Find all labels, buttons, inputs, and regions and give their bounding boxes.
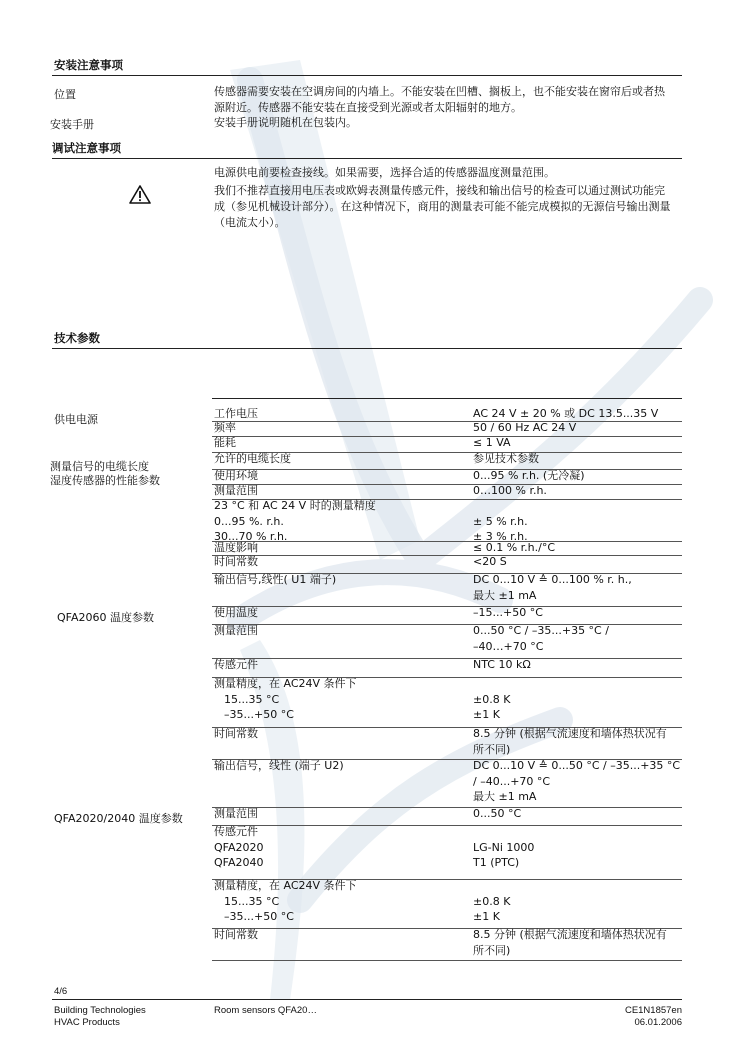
spec-value: <20 S xyxy=(473,555,507,568)
spec-param: 15...35 °C xyxy=(224,692,280,706)
spec-row-divider xyxy=(212,421,682,422)
spec-row-divider xyxy=(212,436,682,437)
footer-doc-title: Room sensors QFA20… xyxy=(214,1005,317,1016)
warning-triangle-icon xyxy=(129,185,151,204)
spec-row-divider xyxy=(212,484,682,485)
spec-value: 0…100 % r.h. xyxy=(473,484,547,497)
spec-param: 传感元件 xyxy=(214,825,258,838)
commission-line1: 电源供电前要检查接线。如果需要，选择合适的传感器温度测量范围。 xyxy=(214,166,555,179)
commission-heading: 调试注意事项 xyxy=(52,141,121,155)
manual-text: 安装手册说明随机在包装内。 xyxy=(214,116,357,129)
spec-param: QFA2020 xyxy=(214,840,264,854)
spec-row-divider xyxy=(212,960,682,961)
position-label: 位置 xyxy=(54,88,76,101)
spec-row-divider xyxy=(212,606,682,607)
spec-value: ± 5 % r.h. xyxy=(473,514,528,528)
spec-param: 频率 xyxy=(214,421,236,434)
spec-row-divider xyxy=(212,555,682,556)
footer-company: Building Technologies xyxy=(54,1005,146,1016)
commission-line2: 我们不推荐直接用电压表或欧姆表测量传感元件，接线和输出信号的检查可以通过测试功能完成（参见机械设计部分）。在这种情况下，商用的测量表可能不能完成模拟的无源信号输出测量（电流太小）。 xyxy=(214,184,671,229)
spec-param: 30...70 % r.h. xyxy=(214,530,288,543)
spec-value: NTC 10 kΩ xyxy=(473,658,531,671)
tech-heading: 技术参数 xyxy=(54,331,100,345)
spec-value: ±1 K xyxy=(473,910,500,923)
spec-param: 时间常数 xyxy=(214,928,258,941)
spec-param: 时间常数 xyxy=(214,727,258,740)
position-text: 传感器需要安装在空调房间的内墙上。不能安装在凹槽、搁板上，也不能安装在窗帘后或者热源附近。传感器不能安装在直接受到光源或者太阳辐射的地方。 xyxy=(214,85,665,114)
spec-value: 8.5 分钟 (根据气流速度和墙体热状况有 xyxy=(473,928,667,941)
page-number: 4/6 xyxy=(54,986,68,997)
section-cable: 测量信号的电缆长度 xyxy=(50,460,149,473)
spec-value: 0...95 % r.h. (无冷凝) xyxy=(473,469,585,482)
spec-param: 测量范围 xyxy=(214,484,258,497)
spec-param: 允许的电缆长度 xyxy=(214,452,291,465)
spec-value: AC 24 V ± 20 % 或 DC 13.5...35 V xyxy=(473,407,659,420)
spec-param: 能耗 xyxy=(214,436,236,449)
spec-param: 时间常数 xyxy=(214,555,258,568)
spec-value: –15...+50 °C xyxy=(473,606,543,619)
install-heading-rule xyxy=(52,75,682,76)
spec-param: 使用温度 xyxy=(214,606,258,619)
spec-param: 测量精度，在 AC24V 条件下 xyxy=(214,879,357,892)
spec-value: 最大 ±1 mA xyxy=(473,588,537,602)
spec-value: ≤ 0.1 % r.h./°C xyxy=(473,541,556,554)
spec-param: 23 °C 和 AC 24 V 时的测量精度 xyxy=(214,499,376,512)
spec-row-divider xyxy=(212,469,682,470)
spec-param: 0...95 %. r.h. xyxy=(214,514,284,528)
section-qfa2060: QFA2060 温度参数 xyxy=(57,611,154,624)
spec-param: 输出信号，线性 (端子 U2) xyxy=(214,759,344,772)
spec-value: T1 (PTC) xyxy=(473,856,520,869)
spec-param: 测量精度，在 AC24V 条件下 xyxy=(214,677,357,690)
section-power: 供电电源 xyxy=(54,413,98,426)
spec-param: –35...+50 °C xyxy=(224,910,294,923)
spec-row-divider xyxy=(212,624,682,625)
spec-param: 输出信号,线性( U1 端子) xyxy=(214,573,337,586)
spec-value: ≤ 1 VA xyxy=(473,436,511,449)
footer-doc-number: CE1N1857en xyxy=(624,1005,682,1016)
spec-value: –40…+70 °C xyxy=(473,639,544,653)
spec-param: 15...35 °C xyxy=(224,894,280,908)
spec-value: 8.5 分钟 (根据气流速度和墙体热状况有 xyxy=(473,727,667,740)
spec-param: QFA2040 xyxy=(214,856,264,869)
spec-value: ±0.8 K xyxy=(473,894,511,908)
spec-value: 参见技术参数 xyxy=(473,452,539,465)
spec-value: 0...50 °C / –35...+35 °C / xyxy=(473,624,609,637)
spec-row-divider xyxy=(212,807,682,808)
spec-value: 50 / 60 Hz AC 24 V xyxy=(473,421,577,434)
spec-value: LG-Ni 1000 xyxy=(473,840,535,854)
spec-value: DC 0...10 V ≙ 0...100 % r. h., xyxy=(473,573,632,586)
spec-value: 所不同) xyxy=(473,943,511,957)
section-qfa2020-2040: QFA2020/2040 温度参数 xyxy=(54,812,183,825)
section-humidity: 湿度传感器的性能参数 xyxy=(50,474,160,487)
footer-date: 06.01.2006 xyxy=(634,1017,682,1028)
spec-row-divider xyxy=(212,658,682,659)
spec-param: 测量范围 xyxy=(214,807,258,820)
spec-value: ±0.8 K xyxy=(473,692,511,706)
spec-param: 传感元件 xyxy=(214,658,258,671)
spec-value: 所不同) xyxy=(473,742,511,756)
spec-param: 使用环境 xyxy=(214,469,258,482)
spec-param: –35...+50 °C xyxy=(224,708,294,721)
install-heading: 安装注意事项 xyxy=(54,58,123,72)
commission-heading-rule xyxy=(52,158,682,159)
footer-rule xyxy=(52,999,682,1000)
tech-heading-rule xyxy=(52,348,682,349)
footer-division: HVAC Products xyxy=(54,1017,120,1028)
manual-label: 安装手册 xyxy=(50,118,94,131)
spec-row-divider xyxy=(212,825,682,826)
spec-value: ± 3 % r.h. xyxy=(473,530,528,543)
spec-value: DC 0...10 V ≙ 0...50 °C / –35...+35 °C xyxy=(473,759,681,772)
spec-value: ±1 K xyxy=(473,708,500,721)
spec-param: 温度影响 xyxy=(214,541,258,554)
spec-value: / –40...+70 °C xyxy=(473,774,551,788)
spec-param: 测量范围 xyxy=(214,624,258,637)
spec-value: 0...50 °C xyxy=(473,807,522,820)
spec-value: 最大 ±1 mA xyxy=(473,790,537,803)
table-top-rule xyxy=(212,398,682,399)
spec-row-divider xyxy=(212,541,682,542)
spec-param: 工作电压 xyxy=(214,407,258,420)
